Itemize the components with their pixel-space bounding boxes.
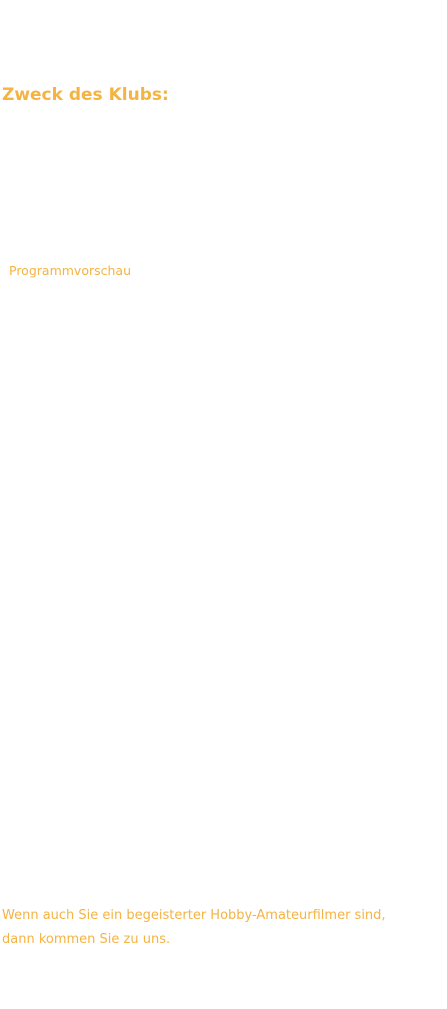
- section-heading: Zweck des Klubs:: [2, 85, 169, 105]
- invitation-paragraph: [2, 904, 442, 952]
- invitation-line-1: Wenn auch Sie ein begeisterter Hobby-Amateurfilmer sind,: [2, 908, 386, 923]
- invitation-line-2: dann kommen Sie zu uns.: [2, 932, 171, 947]
- program-preview-link[interactable]: Programmvorschau: [9, 263, 131, 278]
